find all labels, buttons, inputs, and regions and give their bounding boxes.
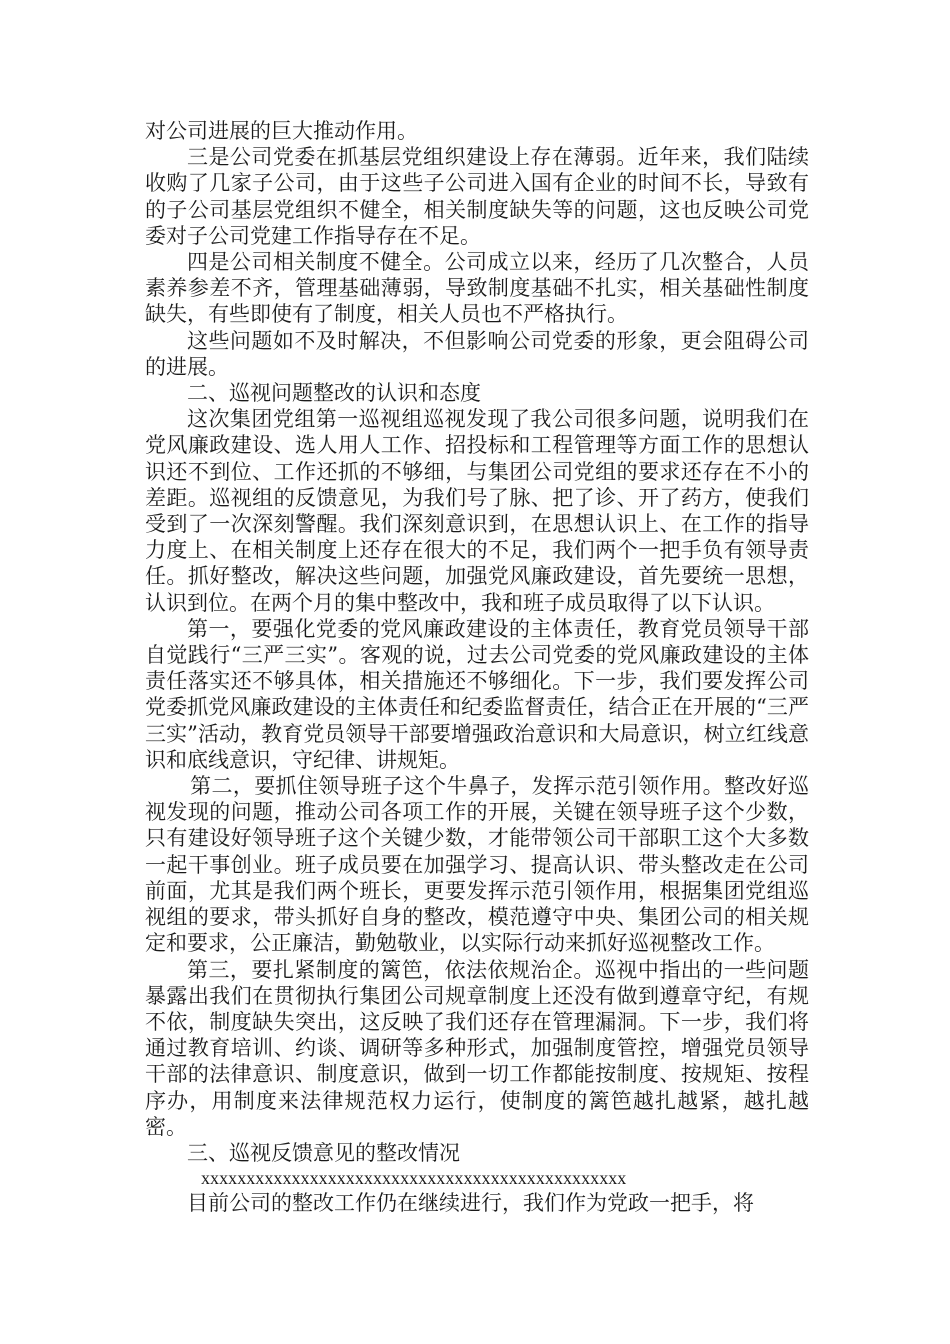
placeholder-line: xxxxxxxxxxxxxxxxxxxxxxxxxxxxxxxxxxxxxxxxxxxxxxx [201, 1168, 627, 1189]
section-heading-two: 二、巡视问题整改的认识和态度 [187, 381, 481, 406]
paragraph-second-point: 第二，要抓住领导班子这个牛鼻子，发挥示范引领作用。整改好巡视发现的问题，推动公司各项工作的开展，关键在领导班子这个少数，只有建设好领导班子这个关键少数，才能带领公司干部职工这个大多数一起干事创业。班子成员要在加强学习、提高认识、带头整改走在公司前面，尤其是我们两个班长，更要发挥示范引领作用，根据集团党组巡视组的要求，带头抓好自身的整改，模范遵守中央、集团公司的相关规定和要求，公正廉洁，勤勉敬业，以实际行动来抓好巡视整改工作。 [145, 774, 809, 956]
section-heading-three: 三、巡视反馈意见的整改情况 [187, 1140, 460, 1165]
paragraph-point-four: 四是公司相关制度不健全。公司成立以来，经历了几次整合，人员素养参差不齐，管理基础薄弱，导致制度基础不扎实，相关基础性制度缺失，有些即使有了制度，相关人员也不严格执行。 [145, 250, 809, 327]
paragraph-inspection-findings: 这次集团党组第一巡视组巡视发现了我公司很多问题，说明我们在党风廉政建设、选人用人工作、招投标和工程管理等方面工作的思想认识还不到位、工作还抓的不够细，与集团公司党组的要求还存在不小的差距。巡视组的反馈意见，为我们号了脉、把了诊、开了药方，使我们受到了一次深刻警醒。我们深刻意识到，在思想认识上、在工作的指导力度上、在相关制度上还存在很大的不足，我们两个一把手负有领导责任。抓好整改，解决这些问题，加强党风廉政建设，首先要统一思想，认识到位。在两个月的集中整改中，我和班子成员取得了以下认识。 [145, 407, 809, 615]
paragraph-continuation: 对公司进展的巨大推动作用。 [145, 119, 418, 143]
paragraph-point-three: 三是公司党委在抓基层党组织建设上存在薄弱。近年来，我们陆续收购了几家子公司，由于这些子公司进入国有企业的时间不长，导致有的子公司基层党组织不健全，相关制度缺失等的问题，这也反映公司党委对子公司党建工作指导存在不足。 [145, 145, 809, 248]
paragraph-summary: 这些问题如不及时解决，不但影响公司党委的形象，更会阻碍公司的进展。 [145, 328, 809, 379]
paragraph-current-status: 目前公司的整改工作仍在继续进行，我们作为党政一把手，将 [187, 1191, 754, 1216]
paragraph-first-point: 第一，要强化党委的党风廉政建设的主体责任，教育党员领导干部自觉践行“三严三实”。客观的说，过去公司党委的党风廉政建设的主体责任落实还不够具体，相关措施还不够细化。下一步，我们要发挥公司党委抓党风廉政建设的主体责任和纪委监督责任，结合正在开展的“三严三实”活动，教育党员领导干部要增强政治意识和大局意识，树立红线意识和底线意识，守纪律、讲规矩。 [145, 616, 809, 772]
document-page [145, 118, 809, 1216]
paragraph-third-point: 第三，要扎紧制度的篱笆，依法依规治企。巡视中指出的一些问题暴露出我们在贯彻执行集团公司规章制度上还没有做到遵章守纪，有规不依，制度缺失突出，这反映了我们还存在管理漏洞。下一步，我们将通过教育培训、约谈、调研等多种形式，加强制度管控，增强党员领导干部的法律意识、制度意识，做到一切工作都能按制度、按规矩、按程序办，用制度来法律规范权力运行，使制度的篱笆越扎越紧，越扎越密。 [145, 957, 809, 1139]
